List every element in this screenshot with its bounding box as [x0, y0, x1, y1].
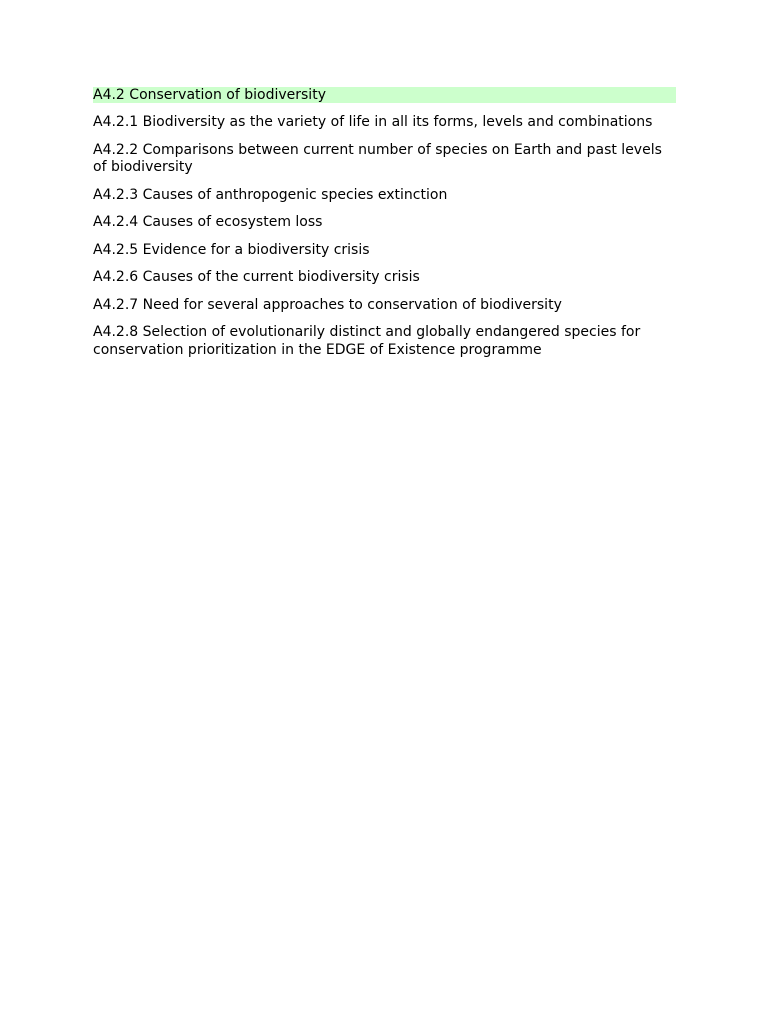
list-item: A4.2.5 Evidence for a biodiversity crisis — [93, 241, 370, 258]
document-page — [93, 87, 676, 369]
list-item: A4.2.6 Causes of the current biodiversity crisis — [93, 269, 420, 285]
list-item: A4.2.1 Biodiversity as the variety of life in all its forms, levels and combinations — [93, 114, 653, 130]
item-list — [93, 114, 676, 359]
list-item: A4.2.8 Selection of evolutionarily distinct and globally endangered species for conservation prioritization in the EDGE of Existence programme — [93, 324, 641, 358]
list-item: A4.2.2 Comparisons between current number of species on Earth and past levels of biodiversity — [93, 141, 662, 175]
section-heading: A4.2 Conservation of biodiversity — [93, 87, 676, 103]
list-item: A4.2.7 Need for several approaches to conservation of biodiversity — [93, 296, 562, 313]
list-item: A4.2.3 Causes of anthropogenic species extinction — [93, 186, 448, 203]
list-item: A4.2.4 Causes of ecosystem loss — [93, 214, 323, 230]
